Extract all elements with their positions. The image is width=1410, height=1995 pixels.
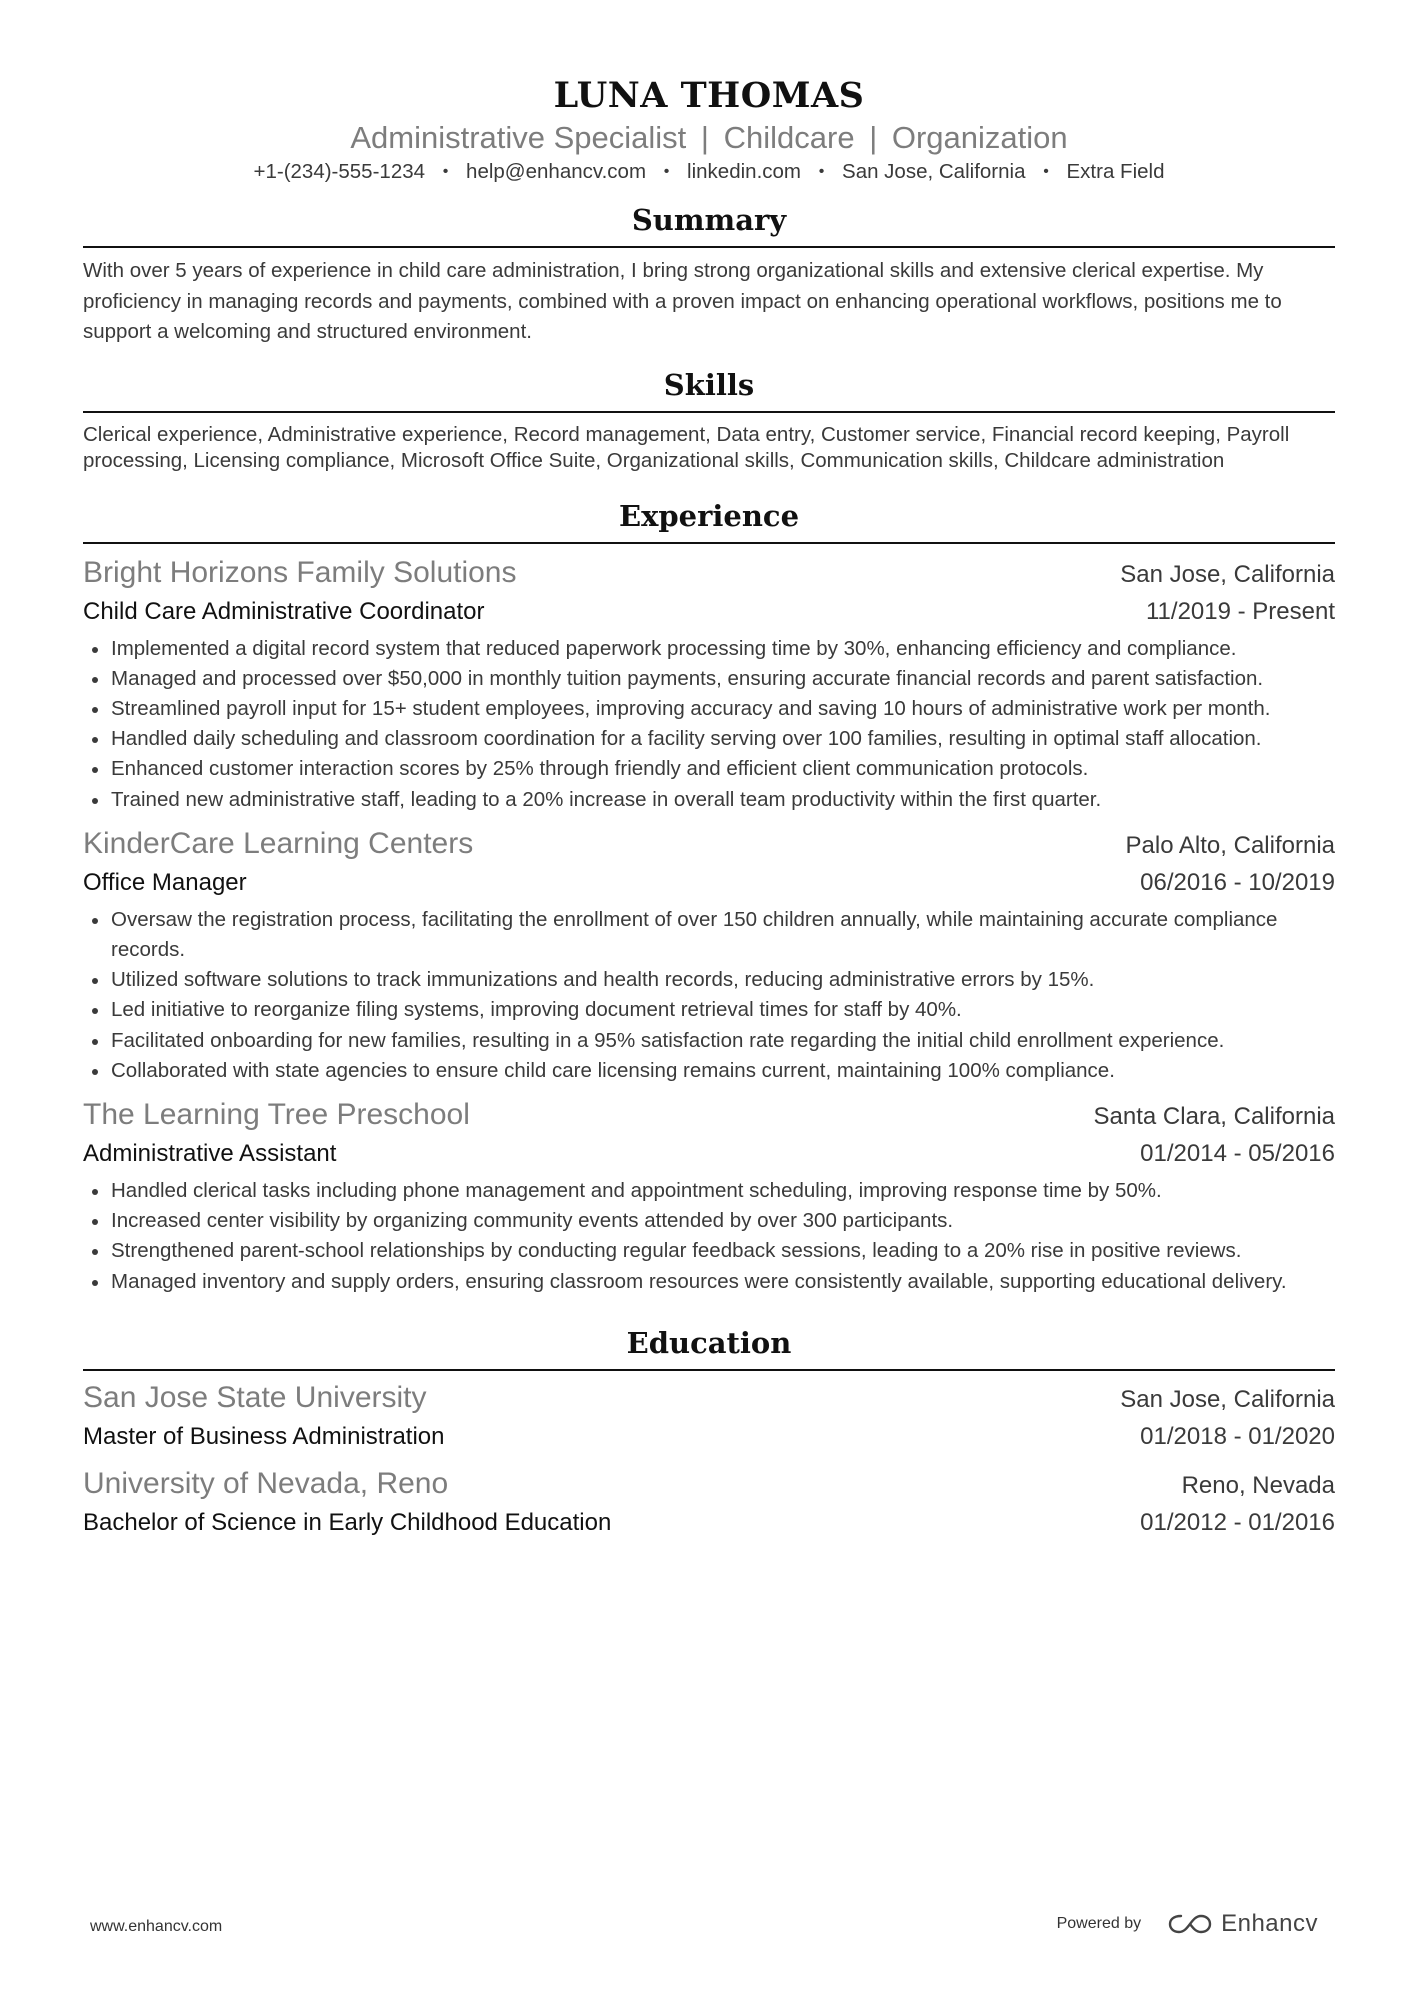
degree: Bachelor of Science in Early Childhood Education — [83, 1508, 612, 1536]
degree: Master of Business Administration — [83, 1422, 445, 1450]
job-entry — [83, 554, 1335, 815]
job-location: San Jose, California — [1120, 560, 1335, 588]
contact-separator: • — [818, 163, 825, 180]
job-role: Administrative Assistant — [83, 1139, 337, 1167]
contact-separator: • — [442, 163, 449, 180]
linkedin-link[interactable]: linkedin.com — [687, 160, 801, 183]
title-separator: | — [700, 120, 709, 155]
extra-field: Extra Field — [1066, 160, 1165, 183]
powered-by[interactable] — [1057, 1910, 1318, 1938]
job-entry — [83, 1096, 1335, 1297]
bullet-item: Utilized software solutions to track immunizations and health records, reducing administrative errors by 15%. — [83, 965, 1335, 995]
company-name: KinderCare Learning Centers — [83, 826, 474, 860]
job-dates: 06/2016 - 10/2019 — [1140, 868, 1335, 896]
footer-website-link[interactable]: www.enhancv.com — [90, 1918, 223, 1935]
company-name: Bright Horizons Family Solutions — [83, 555, 517, 589]
resume-page — [83, 0, 1335, 1541]
email-link[interactable]: help@enhancv.com — [466, 160, 647, 183]
job-dates: 11/2019 - Present — [1145, 597, 1335, 625]
bullet-item: Strengthened parent-school relationships by conducting regular feedback sessions, leading to a 20% rise in positive reviews. — [83, 1236, 1335, 1266]
enhancv-logo — [1167, 1910, 1318, 1938]
school-name: University of Nevada, Reno — [83, 1466, 449, 1500]
education-dates: 01/2012 - 01/2016 — [1140, 1508, 1335, 1536]
location: San Jose, California — [842, 160, 1026, 183]
title-separator: | — [869, 120, 878, 155]
section-heading-summary: Summary — [83, 200, 1335, 248]
brand-name: Enhancv — [1221, 1910, 1318, 1937]
job-entry — [83, 825, 1335, 1086]
resume-header — [83, 0, 1335, 186]
job-location: Palo Alto, California — [1125, 831, 1335, 859]
skills-text: Clerical experience, Administrative experience, Record management, Data entry, Customer service, Financial record keeping, Payroll processing, Licensing compliance, Microsoft Office Suite, Organizational skills, Communication skills, Childcare administration — [83, 422, 1290, 472]
school-location: Reno, Nevada — [1181, 1471, 1335, 1499]
bullet-item: Handled daily scheduling and classroom coordination for a facility serving over 100 families, resulting in optimal staff allocation. — [83, 724, 1335, 754]
skills-section — [83, 365, 1335, 474]
job-bullets — [83, 1176, 1335, 1297]
bullet-item: Collaborated with state agencies to ensure child care licensing remains current, maintaining 100% compliance. — [83, 1056, 1335, 1086]
education-section — [83, 1323, 1335, 1541]
candidate-name: LUNA THOMAS — [553, 75, 865, 116]
school-location: San Jose, California — [1120, 1385, 1335, 1413]
education-entry — [83, 1379, 1335, 1455]
experience-section — [83, 496, 1335, 1297]
bullet-item: Oversaw the registration process, facilitating the enrollment of over 150 children annually, while maintaining accurate compliance records. — [83, 905, 1335, 965]
bullet-item: Facilitated onboarding for new families, resulting in a 95% satisfaction rate regarding the initial child enrollment experience. — [83, 1026, 1335, 1056]
powered-by-label: Powered by — [1056, 1915, 1142, 1932]
education-entry — [83, 1465, 1335, 1541]
job-bullets — [83, 634, 1335, 815]
company-name: The Learning Tree Preschool — [83, 1097, 470, 1131]
contact-line — [83, 158, 1335, 186]
job-location: Santa Clara, California — [1093, 1102, 1335, 1130]
bullet-item: Managed inventory and supply orders, ensuring classroom resources were consistently available, supporting educational delivery. — [83, 1267, 1335, 1297]
contact-separator: • — [663, 163, 670, 180]
bullet-item: Managed and processed over $50,000 in monthly tuition payments, ensuring accurate financial records and parent satisfaction. — [83, 664, 1335, 694]
candidate-title — [83, 118, 1335, 158]
section-heading-skills: Skills — [83, 365, 1335, 413]
contact-separator: • — [1043, 163, 1049, 180]
job-bullets — [83, 905, 1335, 1086]
section-heading-experience: Experience — [83, 496, 1335, 544]
phone[interactable]: +1-(234)-555-1234 — [253, 160, 426, 183]
summary-text: With over 5 years of experience in child care administration, I bring strong organizational skills and extensive clerical expertise. My proficiency in managing records and payments, combined with a proven impact on enhancing operational workflows, positions me to support a welcoming and structured environment. — [83, 259, 1282, 343]
job-dates: 01/2014 - 05/2016 — [1140, 1139, 1335, 1167]
title-part: Administrative Specialist — [350, 120, 687, 155]
bullet-item: Handled clerical tasks including phone management and appointment scheduling, improving response time by 50%. — [83, 1176, 1335, 1206]
bullet-item: Trained new administrative staff, leading to a 20% increase in overall team productivity within the first quarter. — [83, 785, 1335, 815]
job-role: Office Manager — [83, 868, 247, 896]
bullet-item: Enhanced customer interaction scores by 25% through friendly and efficient client communication protocols. — [83, 754, 1335, 784]
enhancv-logo-icon — [1167, 1912, 1213, 1936]
bullet-item: Increased center visibility by organizing community events attended by over 300 participants. — [83, 1206, 1335, 1236]
school-name: San Jose State University — [83, 1380, 427, 1414]
page-footer — [90, 1910, 1318, 1950]
job-role: Child Care Administrative Coordinator — [83, 597, 485, 625]
section-heading-education: Education — [83, 1323, 1335, 1371]
title-part: Organization — [891, 120, 1068, 155]
bullet-item: Implemented a digital record system that reduced paperwork processing time by 30%, enhancing efficiency and compliance. — [83, 634, 1335, 664]
title-part: Childcare — [723, 120, 855, 155]
bullet-item: Led initiative to reorganize filing systems, improving document retrieval times for staff by 40%. — [83, 995, 1335, 1025]
education-dates: 01/2018 - 01/2020 — [1140, 1422, 1335, 1450]
bullet-item: Streamlined payroll input for 15+ student employees, improving accuracy and saving 10 hours of administrative work per month. — [83, 694, 1335, 724]
summary-section — [83, 200, 1335, 348]
